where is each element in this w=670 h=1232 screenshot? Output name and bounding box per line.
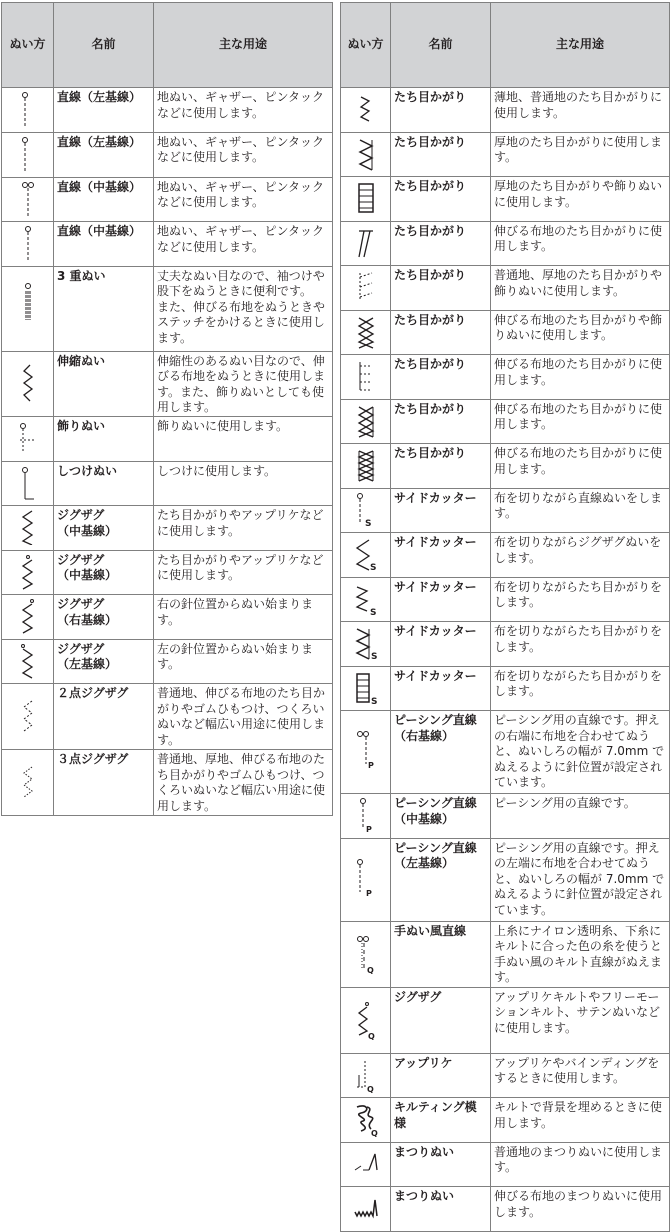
stitch-name: 直線（中基線） (54, 177, 154, 222)
stitch-use: 上糸にナイロン透明糸、下糸にキルトに合った色の糸を使うと手ぬい風のキルト直線がぬえます。 (491, 921, 670, 987)
stitch-name: 伸縮ぬい (54, 351, 154, 416)
stitch-name: キルティング模様 (391, 1098, 491, 1143)
header-name: 名前 (54, 3, 154, 88)
piecing-center-icon (355, 797, 377, 838)
table-row (2, 222, 333, 267)
blind-hem-icon (353, 1146, 379, 1187)
stitch-name: サイドカッター (391, 666, 491, 711)
overcast-6-icon (356, 314, 376, 355)
stitch-use: キルトで背景を埋めるときに使用します。 (491, 1098, 670, 1143)
table-row (2, 351, 333, 416)
stitch-name: 直線（中基線） (54, 222, 154, 267)
stitch-use: 布を切りながらジグザグぬいをします。 (491, 533, 670, 578)
stitch-name: ジグザグ （中基線） (54, 550, 154, 595)
stitch-name: サイドカッター (391, 488, 491, 533)
stitch-name: ジグザグ （中基線） (54, 506, 154, 551)
stretch-stitch-icon (20, 363, 36, 408)
applique-icon (355, 1057, 377, 1098)
stitch-name: たち目かがり (391, 266, 491, 311)
stippling-icon (353, 1101, 379, 1142)
stitch-use: 布を切りながらたち目かがりをします。 (491, 577, 670, 622)
svg-text:S: S (369, 563, 376, 572)
stitch-use: アップリケやバインディングをするときに使用します。 (491, 1053, 670, 1098)
zigzag-icon (20, 509, 36, 550)
overcast-9-icon (356, 447, 376, 488)
table-row (341, 132, 670, 177)
stitch-name: たち目かがり (391, 177, 491, 222)
svg-text:P: P (365, 888, 372, 898)
stitch-name: まつりぬい (391, 1187, 491, 1232)
svg-text:P: P (367, 761, 374, 770)
header-use: 主な用途 (491, 3, 670, 88)
table-row (341, 1098, 670, 1143)
stitch-name: ジグザグ （右基線） (54, 595, 154, 640)
table-row (341, 488, 670, 533)
table-row (341, 355, 670, 400)
stitch-use: 伸びる布地のたち目かがりに使用します。 (491, 221, 670, 266)
stitch-use: アップリケキルトやフリーモーションキルト、サテンぬいなどに使用します。 (491, 987, 670, 1053)
decorative-stitch-icon (18, 420, 38, 461)
stitch-name: ２点ジグザグ (54, 684, 154, 750)
stitch-use: 普通地、厚地のたち目かがりや飾りぬいに使用します。 (491, 266, 670, 311)
table-row (341, 399, 670, 444)
overcast-8-icon (356, 403, 376, 444)
stitch-use: 地ぬい、ギャザー、ピンタックなどに使用します。 (154, 132, 333, 177)
stitch-name: ピーシング直線 （中基線） (391, 794, 491, 839)
blind-hem-stretch-icon (353, 1190, 379, 1231)
overcast-3-icon (356, 180, 376, 221)
stitch-use: 伸びる布地のまつりぬいに使用します。 (491, 1187, 670, 1232)
three-step-zigzag-icon (20, 765, 36, 806)
table-row (341, 177, 670, 222)
stitch-use: 厚地のたち目かがりや飾りぬいに使用します。 (491, 177, 670, 222)
table-row (2, 132, 333, 177)
stitch-name: 直線（左基線） (54, 132, 154, 177)
stitch-use: 伸びる布地のたち目かがりや飾りぬいに使用します。 (491, 310, 670, 355)
side-cutter-overcast-3-icon (354, 670, 378, 711)
quilt-zigzag-icon (355, 1001, 377, 1046)
stitch-name: たち目かがり (391, 88, 491, 133)
table-row (341, 921, 670, 987)
table-row (2, 639, 333, 684)
table-row (2, 595, 333, 640)
stitch-name: サイドカッター (391, 622, 491, 667)
table-row (2, 416, 333, 461)
stitch-name: 飾りぬい (54, 416, 154, 461)
svg-text:Q: Q (367, 1031, 375, 1041)
svg-text:S: S (370, 696, 377, 706)
table-row (2, 266, 333, 351)
stitch-use: ピーシング用の直線です。押えの左端に布地を合わせてぬうと、ぬいしろの幅が 7.0mm でぬえるように針位置が設定されています。 (491, 838, 670, 921)
stitch-name: ピーシング直線 （左基線） (391, 838, 491, 921)
header-name: 名前 (391, 3, 491, 88)
table-row (2, 684, 333, 750)
table-row (341, 310, 670, 355)
stitch-use: 布を切りながらたち目かがりをします。 (491, 622, 670, 667)
stitch-use: 地ぬい、ギャザー、ピンタックなどに使用します。 (154, 222, 333, 267)
stitch-use: 普通地、厚地、伸びる布地のたち目かがりやゴムひもつけ、つくろいぬいなど幅広い用途に使用します。 (154, 750, 333, 816)
table-row (341, 987, 670, 1053)
straight-left-icon (21, 91, 35, 132)
piecing-left-icon (355, 858, 377, 903)
table-row (341, 1187, 670, 1232)
table-row (341, 533, 670, 578)
stitch-use: ピーシング用の直線です。押えの右端に布地を合わせてぬうと、ぬいしろの幅が 7.0mm でぬえるように針位置が設定されています。 (491, 711, 670, 794)
header-method: ぬい方 (341, 3, 391, 88)
table-row (2, 461, 333, 506)
table-row (341, 221, 670, 266)
table-row (341, 666, 670, 711)
stitch-use: 普通地のまつりぬいに使用します。 (491, 1142, 670, 1187)
stitch-name: たち目かがり (391, 444, 491, 489)
stitch-name: まつりぬい (391, 1142, 491, 1187)
stitch-use: 左の針位置からぬい始まります。 (154, 639, 333, 684)
overcast-7-icon (356, 358, 376, 399)
stitch-use: 地ぬい、ギャザー、ピンタックなどに使用します。 (154, 88, 333, 133)
stitch-use: 薄地、普通地のたち目かがりに使用します。 (491, 88, 670, 133)
stitch-name: たち目かがり (391, 355, 491, 400)
table-row (2, 750, 333, 816)
header-row (341, 3, 670, 88)
table-row (2, 550, 333, 595)
stitch-use: しつけに使用します。 (154, 461, 333, 506)
stitch-use: 伸びる布地のたち目かがりに使用します。 (491, 355, 670, 400)
triple-stitch-icon (21, 282, 35, 327)
overcast-4-icon (356, 225, 376, 266)
stitch-use: 布を切りながらたち目かがりをします。 (491, 666, 670, 711)
header-use: 主な用途 (154, 3, 333, 88)
straight-center-icon (21, 225, 35, 266)
zigzag-icon (20, 554, 36, 595)
svg-text:S: S (370, 652, 377, 661)
stitch-use: 布を切りながら直線ぬいをします。 (491, 488, 670, 533)
side-cutter-overcast-2-icon (354, 625, 378, 666)
stitch-use: 右の針位置からぬい始まります。 (154, 595, 333, 640)
zigzag-right-icon (18, 598, 38, 639)
side-cutter-straight-icon (355, 492, 377, 533)
stitch-name: 3 重ぬい (54, 266, 154, 351)
table-row (341, 444, 670, 489)
table-row (341, 838, 670, 921)
table-row (341, 622, 670, 667)
overcast-1-icon (357, 91, 375, 132)
stitch-use: ピーシング用の直線です。 (491, 794, 670, 839)
stitch-name: ジグザグ (391, 987, 491, 1053)
straight-left-icon (21, 136, 35, 177)
stitch-use: 丈夫なぬい目なので、袖つけや股下をぬうときに便利です。 また、伸びる布地をぬうときやステッチをかけるときに使用します。 (154, 266, 333, 351)
stitch-name: ピーシング直線 （右基線） (391, 711, 491, 794)
stitch-name: たち目かがり (391, 132, 491, 177)
stitch-use: 伸びる布地のたち目かがりに使用します。 (491, 444, 670, 489)
stitch-name: しつけぬい (54, 461, 154, 506)
two-step-zigzag-icon (20, 699, 36, 740)
table-row (341, 711, 670, 794)
side-cutter-overcast-icon (354, 581, 378, 622)
stitch-use: たち目かがりやアップリケなどに使用します。 (154, 506, 333, 551)
overcast-5-icon (356, 269, 376, 310)
stitch-use: 普通地、伸びる布地のたち目かがりやゴムひもつけ、つくろいぬいなど幅広い用途に使用します。 (154, 684, 333, 750)
stitch-name: ジグザグ （左基線） (54, 639, 154, 684)
stitch-name: ３点ジグザグ (54, 750, 154, 816)
svg-text:Q: Q (366, 1084, 374, 1093)
stitch-use: 伸びる布地のたち目かがりに使用します。 (491, 399, 670, 444)
svg-text:Q: Q (366, 965, 374, 975)
stitch-use: 飾りぬいに使用します。 (154, 416, 333, 461)
stitch-use: 地ぬい、ギャザー、ピンタックなどに使用します。 (154, 177, 333, 222)
table-row (2, 177, 333, 222)
straight-center-icon (21, 181, 35, 222)
table-row (341, 88, 670, 133)
table-row (341, 266, 670, 311)
stitch-name: たち目かがり (391, 221, 491, 266)
stitch-name: たち目かがり (391, 310, 491, 355)
piecing-right-icon (355, 730, 377, 775)
stitch-name: アップリケ (391, 1053, 491, 1098)
hand-look-quilt-icon (355, 935, 377, 980)
svg-text:S: S (364, 518, 371, 528)
table-row (341, 1142, 670, 1187)
stitch-name: 直線（左基線） (54, 88, 154, 133)
stitch-use: 厚地のたち目かがりに使用します。 (491, 132, 670, 177)
svg-text:Q: Q (370, 1129, 378, 1137)
stitch-name: サイドカッター (391, 577, 491, 622)
stitch-use: 伸縮性のあるぬい目なので、伸びる布地をぬうときに使用します。また、飾りぬいとしても使用します。 (154, 351, 333, 416)
table-row (341, 577, 670, 622)
svg-text:P: P (365, 825, 372, 833)
stitch-name: 手ぬい風直線 (391, 921, 491, 987)
table-row (341, 1053, 670, 1098)
stitch-table-left (1, 2, 333, 816)
stitch-table-right (340, 2, 670, 1232)
stitch-name: たち目かがり (391, 399, 491, 444)
header-method: ぬい方 (2, 3, 54, 88)
svg-text:S: S (369, 607, 376, 617)
header-row (2, 3, 333, 88)
overcast-2-icon (356, 136, 376, 177)
stitch-name: サイドカッター (391, 533, 491, 578)
zigzag-left-icon (18, 643, 38, 684)
table-row (2, 506, 333, 551)
table-row (2, 88, 333, 133)
side-cutter-zigzag-icon (354, 536, 378, 577)
table-row (341, 794, 670, 839)
basting-icon (20, 465, 36, 506)
stitch-use: たち目かがりやアップリケなどに使用します。 (154, 550, 333, 595)
